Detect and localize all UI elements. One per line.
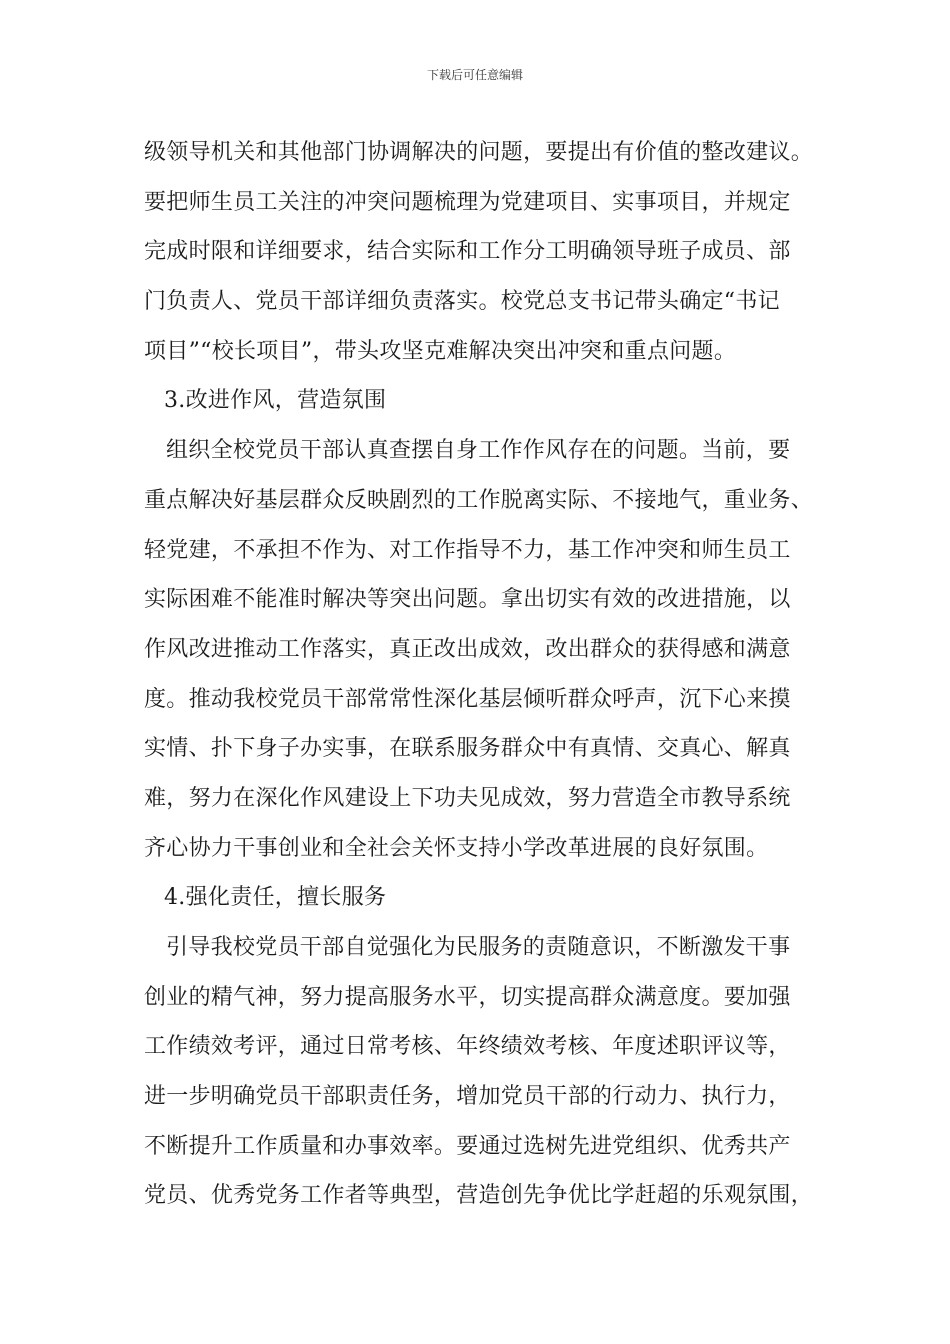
text-line: 难，努力在深化作风建设上下功夫见成效，努力营造全市教导系统 xyxy=(144,785,791,811)
text-line: 不断提升工作质量和办事效率。要通过选树先进党组织、优秀共产 xyxy=(144,1133,791,1159)
page-header: 下载后可任意编辑 xyxy=(426,68,523,82)
text-line: 工作绩效考评，通过日常考核、年终绩效考核、年度述职评议等， xyxy=(144,1034,791,1060)
text-line: 创业的精气神，努力提高服务水平，切实提高群众满意度。要加强 xyxy=(144,984,791,1010)
text-line: 要把师生员工关注的冲突问题梳理为党建项目、实事项目，并规定 xyxy=(144,189,791,215)
text-line: 作风改进推动工作落实，真正改出成效，改出群众的获得感和满意 xyxy=(144,636,791,662)
text-line: 度。推动我校党员干部常常性深化基层倾听群众呼声，沉下心来摸 xyxy=(144,686,791,712)
section-heading-4: 4.强化责任，擅长服务 xyxy=(164,885,387,911)
text-line: 齐心协力干事创业和全社会关怀支持小学改革进展的良好氛围。 xyxy=(144,835,769,861)
text-line: 门负责人、党员干部详细负责落实。校党总支书记带头确定“书记 xyxy=(144,289,780,315)
text-line: 党员、优秀党务工作者等典型，营造创先争优比学赶超的乐观氛围， xyxy=(144,1183,814,1209)
text-line: 实情、扑下身子办实事，在联系服务群众中有真情、交真心、解真 xyxy=(144,736,791,762)
text-line: 项目”“校长项目”，带头攻坚克难解决突出冲突和重点问题。 xyxy=(144,338,737,364)
text-line: 实际困难不能准时解决等突出问题。拿出切实有效的改进措施，以 xyxy=(144,587,791,613)
text-line: 进一步明确党员干部职责任务，增加党员干部的行动力、执行力， xyxy=(144,1084,791,1110)
paragraph-first-line: 引导我校党员干部自觉强化为民服务的责随意识，不断激发干事 xyxy=(166,935,791,960)
text-line: 级领导机关和其他部门协调解决的问题，要提出有价值的整改建议。 xyxy=(144,140,814,165)
paragraph-first-line: 组织全校党员干部认真查摆自身工作作风存在的问题。当前，要 xyxy=(166,438,791,464)
text-line: 完成时限和详细要求，结合实际和工作分工明确领导班子成员、部 xyxy=(144,239,791,265)
text-line: 重点解决好基层群众反映剧烈的工作脱离实际、不接地气，重业务、 xyxy=(144,487,814,513)
section-heading-3: 3.改进作风，营造氛围 xyxy=(164,388,387,414)
text-line: 轻党建，不承担不作为、对工作指导不力，基工作冲突和师生员工 xyxy=(144,537,791,563)
document-body xyxy=(144,128,834,1221)
